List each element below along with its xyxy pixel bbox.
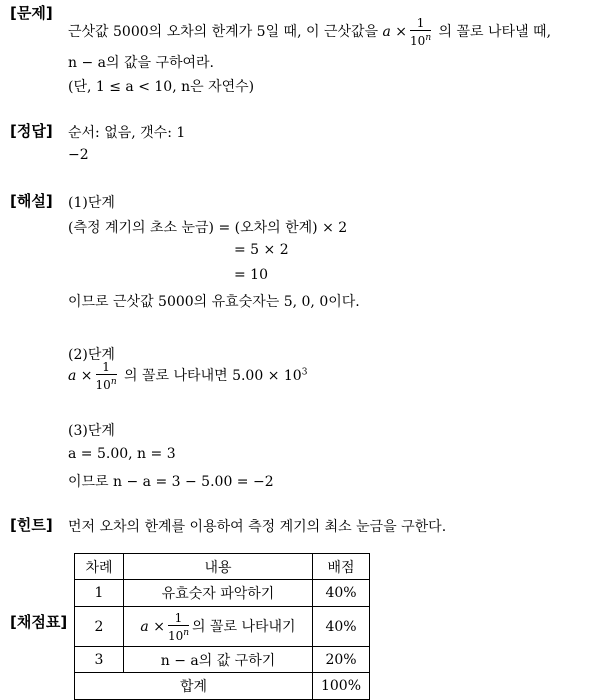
problem-text-a: 근삿값 5000의 오차의 한계가 5일 때, 이 근삿값을 bbox=[68, 24, 383, 40]
rubric-table bbox=[74, 553, 370, 700]
table-total-row bbox=[75, 673, 370, 700]
row-content bbox=[124, 607, 313, 647]
problem-text-b: 의 꼴로 나타낼 때, bbox=[434, 24, 552, 40]
rubric-label: [채점표] bbox=[10, 613, 68, 631]
math-a-times-2: a × bbox=[68, 368, 93, 384]
step-2-form bbox=[68, 360, 307, 392]
equation-2: = 5 × 2 bbox=[234, 242, 289, 258]
math-a-times-3: a × bbox=[140, 618, 165, 635]
row-content: 유효숫자 파악하기 bbox=[124, 580, 313, 607]
answer-line-2: −2 bbox=[68, 147, 89, 163]
fraction-numerator: 1 bbox=[410, 16, 431, 31]
total-label: 합계 bbox=[75, 673, 313, 700]
conclusion-2: 이므로 n − a = 3 − 5.00 = −2 bbox=[68, 474, 274, 490]
table-row bbox=[75, 607, 370, 647]
equation-3: = 10 bbox=[234, 267, 268, 283]
problem-line-1 bbox=[68, 16, 551, 48]
step-2-title: (2)단계 bbox=[68, 347, 115, 363]
answer-line-1: 순서: 없음, 갯수: 1 bbox=[68, 125, 186, 141]
row-score: 40% bbox=[313, 607, 370, 647]
problem-label: [문제] bbox=[10, 4, 53, 22]
table-row bbox=[75, 647, 370, 673]
hint-text: 먼저 오차의 한계를 이용하여 측정 계기의 최소 눈금을 구한다. bbox=[68, 519, 447, 535]
table-row bbox=[75, 580, 370, 607]
total-score: 100% bbox=[313, 673, 370, 700]
problem-line-2: n − a의 값을 구하여라. bbox=[68, 55, 215, 71]
step-3-title: (3)단계 bbox=[68, 423, 115, 439]
table-header-row bbox=[75, 554, 370, 580]
fraction-numerator-2: 1 bbox=[96, 360, 117, 375]
row-order: 1 bbox=[75, 580, 124, 607]
form-exponent: 3 bbox=[301, 367, 308, 378]
conclusion-1: 이므로 근삿값 5000의 유효숫자는 5, 0, 0이다. bbox=[68, 294, 360, 310]
header-score: 배점 bbox=[313, 554, 370, 580]
row-score: 40% bbox=[313, 580, 370, 607]
row-content: n − a의 값 구하기 bbox=[124, 647, 313, 673]
fraction-2 bbox=[96, 360, 117, 392]
row-content-text: 의 꼴로 나타내기 bbox=[192, 618, 296, 635]
step-1-title: (1)단계 bbox=[68, 195, 115, 211]
fraction-3 bbox=[168, 611, 189, 643]
values-line: a = 5.00, n = 3 bbox=[68, 446, 176, 462]
row-score: 20% bbox=[313, 647, 370, 673]
fraction-numerator-3: 1 bbox=[168, 611, 189, 626]
hint-label: [힌트] bbox=[10, 516, 53, 534]
fraction-denominator-3: 10$^n$ bbox=[167, 627, 190, 643]
math-a-times: a × bbox=[382, 24, 408, 40]
fraction bbox=[410, 16, 431, 48]
problem-line-3: (단, 1 ≤ a < 10, n은 자연수) bbox=[68, 79, 255, 95]
header-content: 내용 bbox=[124, 554, 313, 580]
fraction-denominator-2: 10$^n$ bbox=[95, 377, 117, 392]
row-order: 3 bbox=[75, 647, 124, 673]
form-text: 의 꼴로 나타내면 5.00 × 10 bbox=[119, 368, 302, 384]
answer-label: [정답] bbox=[10, 122, 53, 140]
row-order: 2 bbox=[75, 607, 124, 647]
header-order: 차례 bbox=[75, 554, 124, 580]
fraction-denominator: 10$^n$ bbox=[410, 33, 432, 48]
solution-label: [해설] bbox=[10, 192, 53, 210]
equation-1: (측정 계기의 초소 눈금) = (오차의 한계) × 2 bbox=[68, 220, 348, 236]
